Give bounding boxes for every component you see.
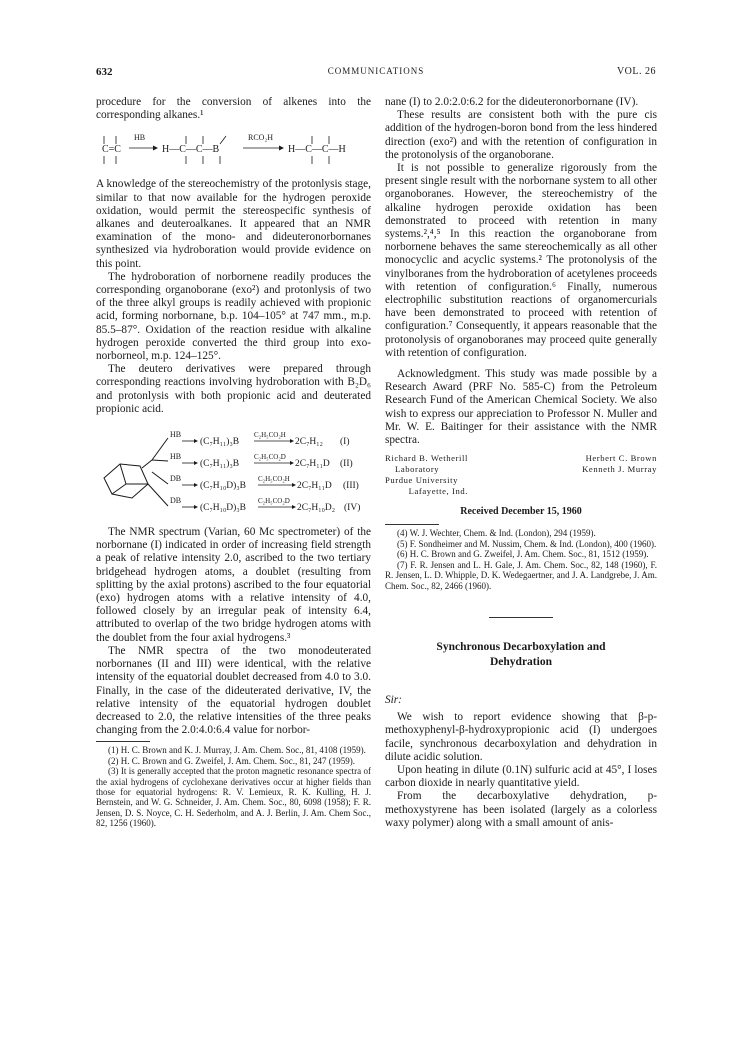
product: 2C₇H₁₀D₂ — [297, 503, 336, 514]
page-number: 632 — [96, 66, 113, 78]
scheme-row-1 — [170, 430, 350, 447]
affiliation — [385, 453, 468, 497]
borane: (C₇H₁₀D)₃B — [200, 481, 246, 492]
paragraph: From the decarboxylative dehydration, p-methoxystyrene has been isolated (largely as a colorless waxy polymer) along with a small amount of anis- — [385, 790, 657, 829]
reagent: DB — [170, 496, 182, 506]
reagent: HB — [170, 430, 182, 440]
norbornene-scheme — [96, 426, 371, 518]
paragraph: A knowledge of the stereochemistry of the protonlysis stage, similar to that now available for the hydrogen peroxide oxidation, would permit the stereospecific synthesis of alkanes and deuteroalkanes. It appeared that an NMR examination of the mono- and dideuteronorbornanes synthesized via hydroboration would provide evidence on this point. — [96, 178, 371, 270]
article-title-line: Synchronous Decarboxylation and — [436, 640, 606, 653]
scheme-row-3 — [170, 474, 359, 491]
scheme-row-4 — [170, 496, 360, 513]
compound-id: (IV) — [344, 503, 361, 514]
footnote-6: (6) H. C. Brown and G. Zweifel, J. Am. Chem. Soc., 81, 1512 (1959). — [397, 549, 649, 560]
reagent-hb: HB — [134, 133, 146, 143]
paragraph: The NMR spectra of the two monodeuterated norbornanes (II and III) were identical, with the relative intensity of the equatorial doublet decreased from 4.0 to 3.0. Finally, in the case of the dideuterated derivative, IV, the relative intensity of the equatorial hydrogen doublet decreased to 2.0, the relative intensities of the three peaks changing from the 2.0:4.0:6.4 value for norbor- — [96, 644, 371, 737]
volume-label: VOL. 26 — [616, 66, 656, 77]
compound-id: (II) — [340, 459, 353, 470]
borane: (C₇H₁₁)₃B — [200, 459, 240, 470]
footnote-4: (4) W. J. Wechter, Chem. & Ind. (London), 294 (1959). — [397, 528, 596, 539]
acid: C₂H₅CO₂H — [254, 431, 286, 440]
author-name: Kenneth J. Murray — [582, 464, 657, 475]
paragraph: nane (I) to 2.0:2.0:6.2 for the dideuteronorbornane (IV). — [385, 96, 639, 108]
product: 2C₇H₁₁D — [295, 459, 330, 470]
reaction-scheme-1 — [96, 122, 371, 178]
product: 2C₇H₁₁D — [297, 481, 332, 492]
reagent: HB — [170, 452, 182, 462]
footnote-5: (5) F. Sondheimer and M. Nussim, Chem. & Ind. (London), 400 (1960). — [397, 538, 657, 549]
paragraph: Upon heating in dilute (0.1N) sulfuric acid at 45°, I loses carbon dioxide in nearly quantitative yield. — [385, 763, 657, 790]
paragraph: procedure for the conversion of alkenes into the corresponding alkanes.¹ — [96, 96, 371, 122]
footnote-7: (7) F. R. Jensen and L. H. Gale, J. Am. Chem. Soc., 82, 148 (1960), F. R. Jensen, L. D. Whipple, D. K. Wedegaertner, and J. A. Landgrebe, J. Am. Chem. Soc., 82, 2466 (1960). — [385, 559, 657, 591]
acknowledgment-paragraph: Acknowledgment. This study was made possible by a Research Award (PRF No. 585-C) from the Petroleum Research Fund of the American Chemical Society. We also wish to express our appreciation to Professor N. Muller and Mr. W. E. Baitinger for their assistance with the NMR spectra. — [385, 368, 657, 447]
compound-id: (I) — [340, 437, 350, 448]
footnotes — [385, 528, 657, 590]
reagent-rco2h: RCO₂H — [248, 133, 274, 143]
alkane-formula: H—C—C—H — [288, 144, 346, 156]
paragraph: These results are consistent both with the pure cis addition of the hydrogen-boron bond from the less hindered direction (exo²) and with the retention of configuration in the protonolysis of the organoborane. — [385, 109, 657, 161]
footnote-2: (2) H. C. Brown and G. Zweifel, J. Am. Chem. Soc., 81, 247 (1959). — [108, 755, 355, 766]
product: 2C₇H₁₂ — [295, 437, 323, 448]
left-column — [96, 96, 371, 829]
footnote-rule — [385, 524, 439, 525]
author-signature-block — [385, 453, 657, 497]
organoborane-formula: H—C—C—B — [162, 144, 220, 156]
article-title-line: Dehydration — [490, 655, 552, 668]
affiliation-line: Purdue University — [385, 475, 458, 486]
footnotes — [96, 745, 371, 828]
paragraph: We wish to report evidence showing that β-p-methoxyphenyl-β-hydroxypropionic acid (I) undergoes facile, synchronous decarboxylation and dehydration in dilute acidic solution. — [385, 711, 657, 763]
compound-id: (III) — [343, 481, 359, 492]
affiliation-line: Lafayette, Ind. — [408, 486, 468, 497]
paragraph: The NMR spectrum (Varian, 60 Mc spectrometer) of the norbornane (I) indicated in order of increasing field strength a peak of relative intensity 2.0, ascribed to the two tertiary bridgehead hydrogen atoms, a doublet (resulting from splitting by the axial protons) ascribed to the four equatorial (exo) hydrogen atoms with a relative intensity of 4.0, followed closely by an irregular peak of intensity 6.4, attributed to overlap of the two bridge hydrogen atoms with the doublet from the four axial hydrogens.³ — [96, 526, 371, 644]
reagent: DB — [170, 474, 182, 484]
acid: C₂H₅CO₂D — [254, 453, 286, 462]
salutation: Sir: — [385, 693, 402, 706]
borane: (C₇H₁₁)₃B — [200, 437, 240, 448]
affiliation-line: Richard B. Wetherill — [385, 453, 468, 464]
article-divider — [489, 617, 553, 618]
borane: (C₇H₁₀D)₃B — [200, 503, 246, 514]
paragraph: The deutero derivatives were prepared through corresponding reactions involving hydroboration with B₂D₆ and protonlysis with both propionic acid and deuterated propionic acid. — [96, 363, 371, 415]
received-date: Received December 15, 1960 — [460, 506, 582, 518]
right-column — [385, 96, 657, 830]
author-name: Herbert C. Brown — [585, 453, 657, 464]
article-title — [385, 640, 657, 670]
footnote-3: (3) It is generally accepted that the proton magnetic resonance spectra of the axial hydrogens of cyclohexane derivatives occur at higher fields than those for equatorial hydrogens: R. V. Lemieux, R. K. Kulling, H. J. Bernstein, and W. G. Schneider, J. Am. Chem. Soc., 80, 6098 (1958); F. R. Jensen, D. S. Noyce, C. H. Sederholm, and A. J. Berlin, J. Am. Chem Soc., 82, 1256 (1960). — [96, 766, 371, 829]
reaction-scheme-2 — [96, 426, 371, 518]
paragraph: The hydroboration of norbornene readily produces the corresponding organoborane (exo²) and protonlysis of two of the three alkyl groups is readily achieved with propionic acid, forming norbornane, b.p. 104–105° at 747 mm., m.p. 85.5–87°. Oxidation of the reaction residue with alkaline hydrogen peroxide converted the third group into exo-norborneol, m.p. 124–125°. — [96, 270, 371, 363]
journal-section: COMMUNICATIONS — [327, 66, 425, 76]
footnote-rule — [96, 741, 150, 742]
alkene-formula: C=C — [102, 144, 121, 156]
authors — [582, 453, 657, 497]
paragraph: It is not possible to generalize rigorously from the present single result with the norbornane system to all other organoboranes. However, the stereochemistry of the alkaline hydrogen peroxide oxidation has been demonstrated to proceed with retention in many systems.²,⁴,⁵ In this reaction the organoborane from norbornene behaves the same stereochemically as all other monocyclic and acyclic systems.² The protonolysis of the vinylboranes from the hydroboration of acetylenes proceeds with retention of configuration.⁶ Finally, numerous electrophilic substitution reactions of organomercurials have been demonstrated to proceed with retention of configuration.⁷ Consequently, it appears reasonable that the protonolysis of organoboranes may proceed quite generally with retention of configuration. — [385, 162, 657, 359]
affiliation-line: Laboratory — [395, 464, 440, 475]
acid: C₂H₅CO₂D — [258, 497, 290, 506]
norbornene-structure — [104, 438, 168, 506]
hydroboration-scheme — [96, 122, 371, 178]
footnote-1: (1) H. C. Brown and K. J. Murray, J. Am. Chem. Soc., 81, 4108 (1959). — [108, 745, 366, 756]
scheme-row-2 — [170, 452, 353, 469]
acid: C₂H₅CO₂H — [258, 475, 290, 484]
